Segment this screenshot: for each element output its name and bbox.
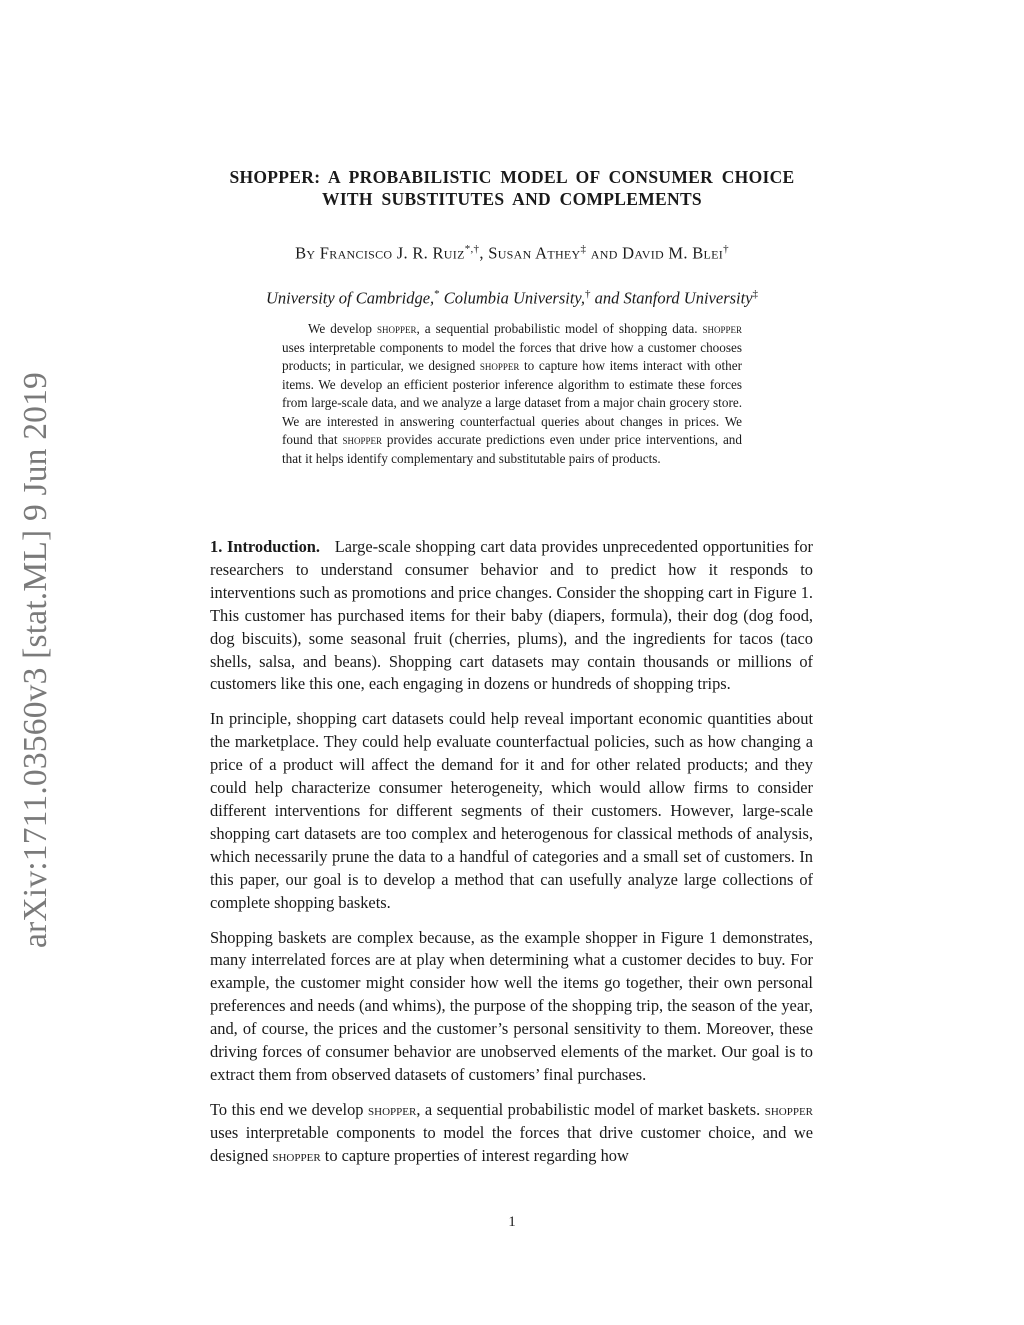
paragraph-3: Shopping baskets are complex because, as the example shopper in Figure 1 demonstrates, many interrelated forces are at play when determining what a customer decides to buy. For example, the customer might consider how well the items go together, their own personal preferences and needs (and whims), the purpose of the shopping trip, the season of the year, and, of course, the prices and the customer’s personal sensitivity to them. Moreover, these driving forces of consumer behavior are unobserved elements of the market. Our goal is to extract them from observed datasets of customers’ final purchases.	[210, 927, 813, 1084]
author-athey: Susan Athey	[488, 243, 581, 263]
shopper-name: shopper	[764, 1099, 813, 1119]
author-separator: ,	[479, 243, 484, 263]
paragraph-2: In principle, shopping cart datasets could help reveal important economic quantities about the marketplace. They could help evaluate counterfactual policies, such as how changing a price of a product will affect the demand for it and for other related products; and they could help characterize consumer heterogeneity, which would allow firms to consider different interventions for different segments of their customers. However, large-scale shopping cart datasets are too complex and heterogenous for classical methods of analysis, which necessarily prune the data to a handful of categories and a small set of customers. In this paper, our goal is to develop a method that can usefully analyze large collections of complete shopping baskets.	[210, 709, 813, 912]
shopper-name: shopper	[376, 321, 417, 336]
title-line-1: SHOPPER: A PROBABILISTIC MODEL OF CONSUMER CHOICE	[229, 167, 795, 187]
abstract-text-5: provides accurate predictions even under price interventions, and that it helps identify complementary and substitutable pairs of products.	[282, 432, 742, 466]
author-athey-mark: ‡	[580, 243, 587, 255]
author-blei: David M. Blei	[622, 243, 724, 263]
abstract	[282, 320, 742, 468]
affil-cambridge: University of Cambridge,	[265, 288, 435, 308]
shopper-name: shopper	[272, 1145, 321, 1165]
shopper-name: shopper	[702, 321, 743, 336]
affil-columbia-mark: †	[584, 288, 591, 300]
abstract-text-2: , a sequential probabilistic model of shopping data.	[416, 321, 698, 336]
paragraph	[210, 536, 813, 696]
author-ruiz: Francisco J. R. Ruiz	[319, 243, 465, 263]
affil-and: and	[594, 288, 620, 308]
and-label: and	[590, 243, 618, 263]
paragraph-1-text: Large-scale shopping cart data provides unprecedented opportunities for researchers to understand consumer behavior and to predict how it responds to interventions such as promotions and price changes. Consider the shopping cart in Figure 1. This customer has purchased items for their baby (diapers, formula), their dog (dog food, dog biscuits), some seasonal fruit (cherries, plums), and the ingredients for tacos (taco shells, salsa, and beans). Shopping cart datasets may contain thousands or millions of customers like this one, each engaging in dozens or hundreds of shopping trips.	[210, 537, 814, 694]
author-ruiz-marks: *,†	[464, 243, 480, 255]
paper-title	[0, 166, 1024, 210]
affil-cambridge-mark: *	[434, 288, 440, 300]
section-heading: 1. Introduction.	[210, 537, 321, 556]
affiliations	[0, 288, 1024, 309]
affil-stanford: Stanford University	[623, 288, 753, 308]
arxiv-id: arXiv:1711.03560v3 [stat.ML] 9 Jun 2019	[17, 371, 54, 949]
author-blei-mark: †	[723, 243, 729, 255]
arxiv-side-stamp	[6, 360, 66, 960]
by-label: By	[295, 243, 316, 263]
abstract-text-3: uses interpretable components to model the forces that drive how a customer chooses products; in particular, we designed	[282, 339, 742, 373]
shopper-name: shopper	[479, 358, 520, 373]
shopper-name: shopper	[368, 1099, 417, 1119]
p4-text-a: To this end we develop	[210, 1099, 364, 1119]
p4-text-c: uses interpretable components to model the forces that drive customer choice, and we designed	[210, 1122, 813, 1165]
paragraph-4	[210, 1099, 813, 1168]
p4-text-b: , a sequential probabilistic model of market baskets.	[416, 1099, 761, 1119]
introduction-section	[210, 536, 813, 1180]
affil-stanford-mark: ‡	[752, 288, 759, 300]
abstract-text-1: We develop	[308, 321, 372, 336]
title-line-2: WITH SUBSTITUTES AND COMPLEMENTS	[322, 189, 702, 209]
author-line	[0, 243, 1024, 264]
shopper-name: shopper	[342, 432, 382, 447]
p4-text-d: to capture properties of interest regarding how	[324, 1145, 629, 1165]
page-number: 1	[508, 1214, 516, 1230]
affil-columbia: Columbia University,	[443, 288, 585, 308]
abstract-text-4: to capture how items interact with other items. We develop an efficient posterior inference algorithm to estimate these forces from large-scale data, and we analyze a large dataset from a major chain grocery store. We are interested in answering counterfactual queries about changes in prices. We found that	[282, 358, 743, 447]
